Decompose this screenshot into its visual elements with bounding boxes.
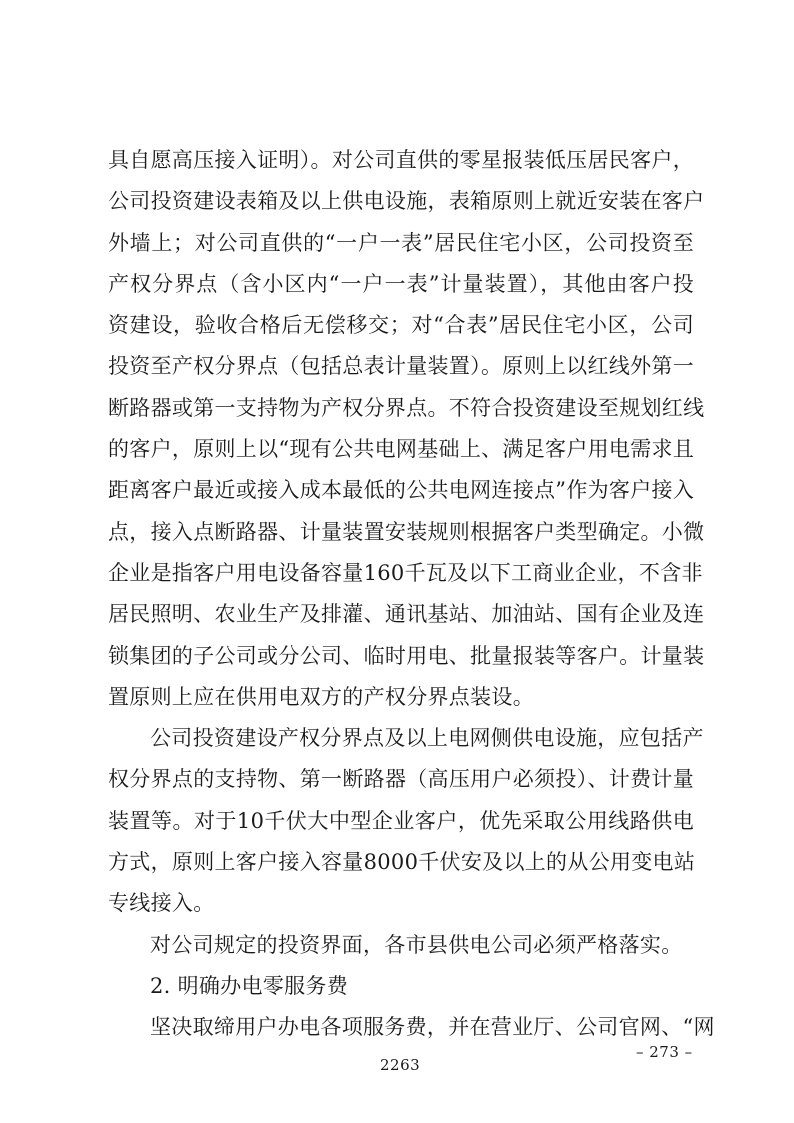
text-line: 企业是指客户用电设备容量160千瓦及以下工商业企业，不含非 xyxy=(108,560,703,585)
paragraph-start-line: 坚决取缔用户办电各项服务费，并在营业厅、公司官网、“网 xyxy=(150,1015,715,1040)
footer-code: 2263 xyxy=(380,1056,421,1074)
paragraph-start-line: 对公司规定的投资界面，各市县供电公司必须严格落实。 xyxy=(150,932,683,957)
paragraph-start-line: 公司投资建设产权分界点及以上电网侧供电设施，应包括产 xyxy=(150,726,704,751)
text-line: 距离客户最近或接入成本最低的公共电网连接点”作为客户接入 xyxy=(108,478,695,503)
text-line: 资建设，验收合格后无偿移交；对“合表”居民住宅小区，公司 xyxy=(108,313,694,338)
text-line: 的客户，原则上以“现有公共电网基础上、满足客户用电需求且 xyxy=(108,437,695,462)
body-text xyxy=(108,140,715,1049)
text-line: 具自愿高压接入证明）。对公司直供的零星报装低压居民客户， xyxy=(108,148,694,172)
text-line: 权分界点的支持物、第一断路器（高压用户必须投）、计费计量 xyxy=(108,767,694,792)
text-line: 居民照明、农业生产及排灌、通讯基站、加油站、国有企业及连 xyxy=(108,602,705,627)
text-line: 锁集团的子公司或分公司、临时用电、批量报装等客户。计量装 xyxy=(108,643,705,668)
text-line: 专线接入。 xyxy=(108,891,215,916)
text-line: 产权分界点（含小区内“一户一表”计量装置），其他由客户投 xyxy=(108,271,694,296)
text-line: 点，接入点断路器、计量装置安装规则根据客户类型确定。小微 xyxy=(108,519,705,544)
text-line: 置原则上应在供用电双方的产权分界点装设。 xyxy=(108,684,534,709)
text-line: 方式，原则上客户接入容量8000千伏安及以上的从公用变电站 xyxy=(108,850,696,875)
text-line: 装置等。对于10千伏大中型企业客户，优先采取公用线路供电 xyxy=(108,808,694,833)
text-line: 断路器或第一支持物为产权分界点。不符合投资建设至规划红线 xyxy=(108,395,705,420)
section-heading: 2. 明确办电零服务费 xyxy=(150,973,349,998)
text-line: 投资至产权分界点（包括总表计量装置）。原则上以红线外第一 xyxy=(108,354,694,379)
text-line: 外墙上；对公司直供的“一户一表”居民住宅小区，公司投资至 xyxy=(108,230,694,255)
text-line: 公司投资建设表箱及以上供电设施，表箱原则上就近安装在客户 xyxy=(108,189,705,214)
page-number: – 273 – xyxy=(636,1043,693,1061)
